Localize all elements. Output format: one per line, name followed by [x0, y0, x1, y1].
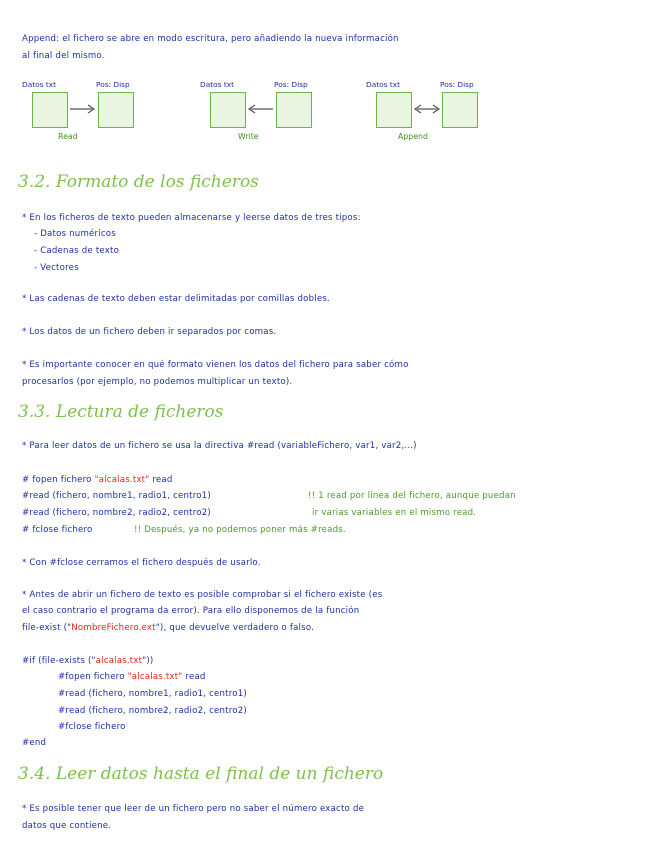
code-text: # fopen fichero — [22, 475, 92, 485]
code-text: #if (file-exists (" — [22, 656, 96, 666]
code-text: read — [185, 672, 206, 682]
paragraph: el caso contrario el programa da error). Para ello disponemos de la función — [22, 606, 360, 616]
diagram-caption: Append — [398, 132, 428, 141]
program-box — [442, 92, 478, 128]
paragraph: * Antes de abrir un fichero de texto es posible comprobar si el fichero existe (es — [22, 590, 383, 600]
paragraph: * Es importante conocer en qué formato vienen los datos del fichero para saber cómo — [22, 360, 409, 370]
filename-placeholder: NombreFichero.ext — [71, 623, 156, 633]
paragraph: * Para leer datos de un fichero se usa la directiva #read (variableFichero, var1, var2,...) — [22, 441, 417, 451]
code-comment: !! 1 read por línea del fichero, aunque puedan — [308, 491, 516, 501]
data-file-box — [376, 92, 412, 128]
section-title-3-4: 3.4. Leer datos hasta el final de un fichero — [18, 764, 384, 784]
diagram-left-label: Datos txt — [200, 80, 235, 89]
diagram-right-label: Pos: Disp — [274, 80, 308, 89]
code-line: #read (fichero, nombre2, radio2, centro2) — [58, 706, 247, 716]
paragraph: * Es posible tener que leer de un fichero pero no saber el número exacto de — [22, 804, 365, 814]
code-comment: !! Después, ya no podemos poner más #reads. — [134, 525, 346, 535]
paragraph: * Los datos de un fichero deben ir separados por comas. — [22, 327, 277, 337]
code-text: ")) — [142, 656, 154, 666]
list-item: - Datos numéricos — [34, 229, 116, 239]
code-string: alcalas.txt — [95, 656, 143, 666]
diagram-left-label: Datos txt — [22, 80, 57, 89]
arrow-both-icon — [414, 104, 440, 114]
code-line: #read (fichero, nombre2, radio2, centro2) — [22, 508, 211, 518]
text: file-exist (" — [22, 623, 72, 633]
code-string: "alcalas.txt" — [94, 475, 150, 485]
diagram-right-label: Pos: Disp — [440, 80, 474, 89]
text: "), que devuelve verdadero o falso. — [155, 623, 315, 633]
diagram-caption: Write — [238, 132, 259, 141]
program-box — [98, 92, 134, 128]
paragraph: procesarlos (por ejemplo, no podemos multiplicar un texto). — [22, 377, 293, 387]
diagram-left-label: Datos txt — [366, 80, 401, 89]
paragraph: * En los ficheros de texto pueden almacenarse y leerse datos de tres tipos: — [22, 213, 361, 223]
list-item: - Cadenas de texto — [34, 246, 120, 256]
code-line: #fclose fichero — [58, 722, 126, 732]
intro-line-1: Append: el fichero se abre en modo escritura, pero añadiendo la nueva información — [22, 34, 399, 44]
code-line — [22, 474, 173, 486]
diagram-right-label: Pos: Disp — [96, 80, 130, 89]
arrow-left-icon — [248, 104, 274, 114]
data-file-box — [210, 92, 246, 128]
list-item: - Vectores — [34, 263, 79, 273]
code-line — [58, 671, 206, 683]
code-line: #end — [22, 738, 47, 748]
code-line: # fclose fichero — [22, 525, 93, 535]
section-title-3-3: 3.3. Lectura de ficheros — [18, 402, 224, 422]
program-box — [276, 92, 312, 128]
paragraph: * Las cadenas de texto deben estar delimitadas por comillas dobles. — [22, 294, 330, 304]
diagram-caption: Read — [58, 132, 78, 141]
code-string: "alcalas.txt" — [127, 672, 183, 682]
code-line — [22, 655, 153, 667]
arrow-right-icon — [70, 104, 96, 114]
code-line: #read (fichero, nombre1, radio1, centro1) — [58, 689, 247, 699]
paragraph: datos que contiene. — [22, 821, 112, 831]
paragraph: * Con #fclose cerramos el fichero después de usarlo. — [22, 558, 261, 568]
code-text: read — [152, 475, 173, 485]
code-line: #read (fichero, nombre1, radio1, centro1) — [22, 491, 211, 501]
intro-line-2: al final del mismo. — [22, 51, 105, 61]
code-comment: ir varias variables en el mismo read. — [312, 508, 477, 518]
paragraph — [22, 622, 314, 634]
code-text: #fopen fichero — [58, 672, 125, 682]
data-file-box — [32, 92, 68, 128]
section-title-3-2: 3.2. Formato de los ficheros — [18, 172, 259, 192]
